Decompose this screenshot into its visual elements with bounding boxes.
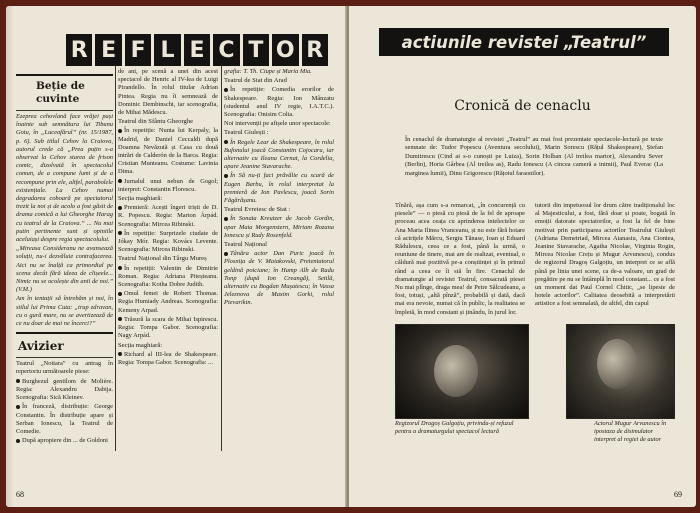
article-text: de ani, pe scenă a unei din acest spectacol de Henric al IV-lea de Luigi Pirandello. În rolul titular Adrian Pintea. Regia nu îi semnează de Dominic Dembinschi, iar scenografia, de Mihai Mădescu. <box>118 68 218 117</box>
article-text: grafia: T. Th. Ciupe și Maria Mia. <box>224 68 312 75</box>
header-letter: L <box>154 34 180 66</box>
list-item: Trăsură la scara de Mihai Ispirescu. Regia: Tompa Gabor. Scenografia: Nagy Arpád. <box>118 315 218 340</box>
bullet-icon <box>224 217 228 221</box>
list-item: În repetiție: Surprizele ciudate de Jókay Mór. Regia: Kovács Levente. Scenografia: Mircea Ribinski. <box>118 229 218 254</box>
left-page <box>6 6 347 507</box>
bullet-icon <box>224 88 228 92</box>
header-letter: R <box>66 34 92 66</box>
list-item: În Să nu-ți faci prăvălie cu scară de Eugen Barbu, în rolul interpretat la premieră de Ion Pavlescu, joacă Sorin Făgărășanu. <box>224 172 334 205</box>
article-text: Teatrul „Nottara” cu antrag în repertoriu următoarele piese: <box>16 360 113 376</box>
bullet-icon <box>118 206 122 210</box>
article-text: Am în tentații să întrebăm și noi, în stilul lui Prima Cuta: „trup zdravan, cu o gură mare, nu se avertizează de ce nu doar de mai ne încerci?” <box>16 295 113 328</box>
portrait-face <box>434 345 478 397</box>
section-heading: Teatrul Giulești : <box>224 129 269 137</box>
section-heading: Teatrul Național <box>224 241 267 249</box>
photo-caption: Actorul Mugur Arvunescu în ipostaza de disimulator interpret al regiei de autor <box>594 420 667 443</box>
list-item: Tânăra actor Dan Puric joacă în Plosnița de V. Maiakovski, Pretentatorul geldină poiciane; în Hamp Alb de Radu Tonp (după Ion Creangă), Setilă, alternativ cu Bogdan Mușatescu; în Vassa Jeleznova de Maxim Gorki, rolul Pievarikin. <box>224 250 334 307</box>
list-item: Richard al III-lea de Shakespeare. Regia: Tompa Gabor. Scenografia: ... <box>118 350 218 366</box>
article-text: „Mireasa Consideranu ne avansează soluții, nu-i dezvăluie contrafacerea. Aici nu se înalță ca primordial pe scena decât fără ideea de clișeele... Nimic nu se ocolește din anii de noi.” (V.M.) <box>16 245 113 294</box>
page-number: 69 <box>674 490 682 499</box>
rule <box>16 110 113 111</box>
bullet-icon <box>118 292 122 296</box>
bullet-icon <box>16 405 20 409</box>
bullet-icon <box>224 252 228 256</box>
list-item: Premieră: Acești îngeri triști de D. R. Popescu. Regia: Marton Árpád. Scenografia: Mircea Ribinski. <box>118 204 218 228</box>
rule <box>16 332 113 334</box>
list-item: Jurnalul unui nebun de Gogol; interpret: Constantin Florescu. <box>118 177 218 193</box>
bullet-icon <box>118 231 122 235</box>
article-title: Cronică de cenaclu <box>454 98 591 114</box>
right-column-1: Tînără, așa cum s-a remarcat, „în concurență cu piesele” — o piesă cu piesă de la fel de aproape proceau acea ceața cu aprinderea intelectelor ce Ana Maria Ilinea Vranceanu, și nu este fără hotare că actrițele Mărcu, Sergiu Tănase, Ioan și Eduard Rădulescu, ceea ce a fost, până la urmă, o reuniune de tinere, mai are de realizat, eventual, o căldură mai pozitivă pe-a conștiinței și în primul rând a ceea ce îi stă în fire. Cenaclul de dramaturgie al revistei Teatrul, consacrată piesei Nu mai plînge, draga mea! de Petre Sălcudeanu, a fost, totuși, „altă pînză”, probabilă și dată, dacă mai era nevoie, numai că în public, la realitatea se împletă, în mod constant și ținându, în jurul lor. <box>395 202 525 316</box>
right-page <box>349 6 696 507</box>
list-item: Burghezul gentilom de Molière. Regia: Alexandru Dabija. Scenografia: Sică Kleinev. <box>16 377 113 402</box>
portrait-face <box>597 339 637 389</box>
bullet-icon <box>16 379 20 383</box>
header-letter: O <box>272 34 298 66</box>
left-column-1 <box>16 70 113 446</box>
reflector-header <box>66 34 328 66</box>
article-title: Beție de cuvinte <box>36 80 85 105</box>
bullet-icon <box>118 352 122 356</box>
rule <box>16 74 113 76</box>
rule <box>16 357 113 358</box>
article-text: Ezeprea cehovlană face vrăjei pași înainte sub semnătura lui Tibunu Gotu, în „Luceafărul” (nr. 15/1987, p. 6). Sub titlul Cehov la Craiova, autorul crede că „Prea puțin s-a observat la Cehov starea de frison comic, dizolvată în spectacolul comun, de a compune lumi și de a recompune prin ele, altfel, parabolele existențiale. La Cehov numai degradarea coboară pe spectatorul trezit la noi și de acolo a fost găsit de drama comică a lui Gheorghe Harag cu teatrul de la Craiova.” ... Nu mai putin pertinente sunt și opiniile aceluiași despre regia spectacolului. <box>16 113 113 244</box>
left-column-3 <box>224 68 334 309</box>
list-item: În Sonata Kreutzer de Jacob Gordin, apar Maia Morgenstern, Miriam Rozana Ionescu și Rudy Rosenfeld. <box>224 215 334 239</box>
column-divider <box>115 66 116 451</box>
bullet-icon <box>118 266 122 270</box>
list-item: În franceză, distribuție: George Constantin. În distribuție apare și Serban Ionescu, la Teatrul de Comedie. <box>16 403 113 435</box>
article-text: Noi intervenții pe afișele unor spectacole: <box>224 120 331 128</box>
list-item: În Regele Lear de Shakespeare, în rolul Bufonului joacă Constantin Cojocaru, iar alternativ cu Ileana Cernat, la Cordelia, apare Jeanine Stavarache. <box>224 138 334 171</box>
section-heading: Teatrul Evreiesc de Stat : <box>224 206 291 214</box>
bullet-icon <box>118 129 122 133</box>
bullet-icon <box>224 174 228 178</box>
bullet-icon <box>118 179 122 183</box>
list-item: În repetiții: Valentin de Dimitrie Roman. Regia: Adriana Piteșteanu. Scenografia: Kotha Dobre Judith. <box>118 264 218 289</box>
header-letter: E <box>95 34 121 66</box>
header-letter: E <box>184 34 210 66</box>
list-item: Omul femei de Robert Thomas. Regia Humiady Andreas. Scenografia: Kemeny Arpad. <box>118 290 218 314</box>
list-item: În repetiție: Nunta lui Kerpaly, la Madrid, de Daniel Ceccaldi după Doamna Nevăzută și Casa cu două intrări de Calderón de la Barca. Regia: Cristian Munteanu. Costume: Lavinia Dima. <box>118 127 218 176</box>
page-edge <box>6 6 14 507</box>
bullet-icon <box>118 317 122 321</box>
intro-paragraph: În cenaclul de dramaturgie al revistei „Teatrul” au mai fost prezentate spectacole-lectură pe texte semnate de: Tudor Popescu (Aventura secolului), Marin Sorescu (Rățul Shakespeare), Ștefan Dumitrescu (Cind ai s-o cunoști pe Luiza), Sorin Holban (Al treilea martor), Alexandru Sever (Berlin), Horia Gârbea (Al treilea as), Radu Ionescu (A cincea cameră a inimii), Paul Everac (La marginea lumii), Dinu Grigorescu (Rățoiul faraonilor). <box>405 136 663 177</box>
list-item: După apropiere din ... de Goldoni <box>16 437 113 445</box>
left-column-2 <box>118 68 218 368</box>
page-number: 68 <box>16 490 24 499</box>
section-heading: Teatrul din Sfântu Gheorghe <box>118 118 194 126</box>
header-letter: C <box>213 34 239 66</box>
list-item: În repetiție: Comedia erorilor de Shakespeare. Regia: Ion Mânzatu (studentul anul IV regie, I.A.T.C.). Scenografia: Onisim Colta. <box>224 86 334 119</box>
photo-director <box>395 324 529 419</box>
section-heading: Secția maghiară: <box>118 341 163 349</box>
section-heading: Secția maghiară: <box>118 195 163 203</box>
section-title: Avizier <box>18 339 64 354</box>
photo-caption: Regizorul Dragoș Galgoțiu, privindu-și refuzul pentru a dramaturgului spectacol lectură <box>395 420 514 435</box>
section-banner: actiunile revistei „Teatrul” <box>379 28 669 56</box>
header-letter: T <box>243 34 269 66</box>
header-letter: R <box>302 34 328 66</box>
column-divider <box>221 66 222 451</box>
bullet-icon <box>224 140 228 144</box>
header-letter: F <box>125 34 151 66</box>
right-column-2: tutorii din impetuosul lor drum către tradiționalul loc al Majesticului, a fost, fără doar și poate, bogată în emoții datorate spectatorilor, a fost la fel de bine motivat prin participarea actorilor Teatrului Giulești (Adriana Demetriad, Mircea Atanasiu, Ana Ciontea, Jeanine Stavarache, Agatha Nicolae, Virginia Rogin, Mircea Nicolae Crețu și Mugur Arvunescu), condus de regizorul Dragoș Galgoțiu, un interpret ce se află până pe linia unei scene, ca de-a valoare, un grad de pregătire pe nu se întâmplă în mod constant... ce a fost un moment dat Paul Cornel Chitic, „se lipeste de hotele actorilor”. Calitatea deosebită a interpretării artistice a fost semnalată, de altfel, din capul <box>535 202 675 308</box>
section-heading: Teatrul de Stat din Arad <box>224 77 287 85</box>
section-heading: Teatrul Național din Târgu Mureș <box>118 255 207 263</box>
bullet-icon <box>16 439 20 443</box>
photo-actor <box>566 324 675 419</box>
